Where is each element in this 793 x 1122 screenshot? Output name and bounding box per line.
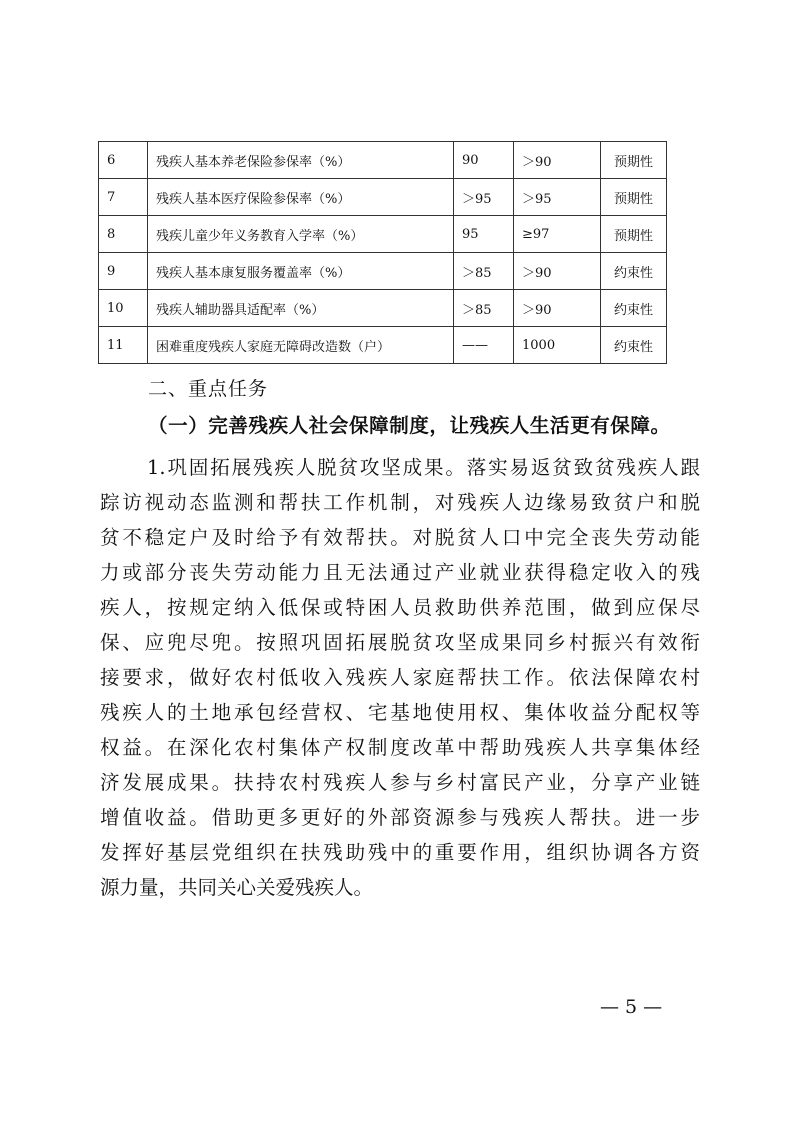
value-2020: 90 xyxy=(454,142,514,179)
indicator-type: 预期性 xyxy=(601,179,667,216)
paragraph-line: 增值收益。借助更多更好的外部资源参与残疾人帮扶。进一步 xyxy=(100,806,700,829)
indicator-type: 预期性 xyxy=(601,142,667,179)
paragraph-line: 力或部分丧失劳动能力且无法通过产业就业获得稳定收入的残 xyxy=(100,561,700,584)
row-number: 10 xyxy=(99,290,148,327)
value-2020: ＞85 xyxy=(454,253,514,290)
table-row xyxy=(99,253,667,290)
paragraph-line: 发挥好基层党组织在扶残助残中的重要作用，组织协调各方资 xyxy=(100,841,700,864)
value-2025: ＞90 xyxy=(514,253,601,290)
indicator-name: 残疾人基本医疗保险参保率（%） xyxy=(148,179,454,216)
indicator-name: 残疾人基本养老保险参保率（%） xyxy=(148,142,454,179)
row-number: 8 xyxy=(99,216,148,253)
paragraph-line: 权益。在深化农村集体产权制度改革中帮助残疾人共享集体经 xyxy=(100,736,700,759)
indicator-type: 约束性 xyxy=(601,290,667,327)
table-row xyxy=(99,216,667,253)
value-2025: ＞90 xyxy=(514,142,601,179)
value-2025: ＞90 xyxy=(514,290,601,327)
page-number: — 5 — xyxy=(600,996,663,1018)
value-2020: 95 xyxy=(454,216,514,253)
paragraph-line: 疾人，按规定纳入低保或特困人员救助供养范围，做到应保尽 xyxy=(100,596,700,619)
paragraph-line: 保、应兜尽兜。按照巩固拓展脱贫攻坚成果同乡村振兴有效衔 xyxy=(100,631,700,654)
indicator-name: 残疾儿童少年义务教育入学率（%） xyxy=(148,216,454,253)
paragraph-line: 残疾人的土地承包经营权、宅基地使用权、集体收益分配权等 xyxy=(100,701,700,724)
paragraph-line: 济发展成果。扶持农村残疾人参与乡村富民产业，分享产业链 xyxy=(100,771,700,794)
value-2020: ＞85 xyxy=(454,290,514,327)
table-row xyxy=(99,290,667,327)
body-paragraph xyxy=(100,450,700,905)
value-2020: ＞95 xyxy=(454,179,514,216)
indicator-name: 残疾人辅助器具适配率（%） xyxy=(148,290,454,327)
indicator-table xyxy=(98,141,667,364)
row-number: 6 xyxy=(99,142,148,179)
row-number: 9 xyxy=(99,253,148,290)
indicator-type: 预期性 xyxy=(601,216,667,253)
section-heading: 二、重点任务 xyxy=(148,378,269,400)
value-2025: ＞95 xyxy=(514,179,601,216)
table-row xyxy=(99,327,667,364)
paragraph-line: 踪访视动态监测和帮扶工作机制，对残疾人边缘易致贫户和脱 xyxy=(100,491,700,514)
value-2020: —— xyxy=(454,327,514,364)
indicator-name: 困难重度残疾人家庭无障碍改造数（户） xyxy=(148,327,454,364)
paragraph-line: 接要求，做好农村低收入残疾人家庭帮扶工作。依法保障农村 xyxy=(100,666,700,689)
value-2025: 1000 xyxy=(514,327,601,364)
subsection-heading: （一）完善残疾人社会保障制度，让残疾人生活更有保障。 xyxy=(148,414,671,437)
paragraph-line: 1.巩固拓展残疾人脱贫攻坚成果。落实易返贫致贫残疾人跟 xyxy=(147,456,700,479)
indicator-name: 残疾人基本康复服务覆盖率（%） xyxy=(148,253,454,290)
indicator-type: 约束性 xyxy=(601,327,667,364)
indicator-type: 约束性 xyxy=(601,253,667,290)
paragraph-line: 贫不稳定户及时给予有效帮扶。对脱贫人口中完全丧失劳动能 xyxy=(100,526,700,549)
table-row xyxy=(99,179,667,216)
value-2025: ≥97 xyxy=(514,216,601,253)
paragraph-line: 源力量，共同关心关爱残疾人。 xyxy=(100,876,374,899)
row-number: 11 xyxy=(99,327,148,364)
table-row xyxy=(99,142,667,179)
row-number: 7 xyxy=(99,179,148,216)
